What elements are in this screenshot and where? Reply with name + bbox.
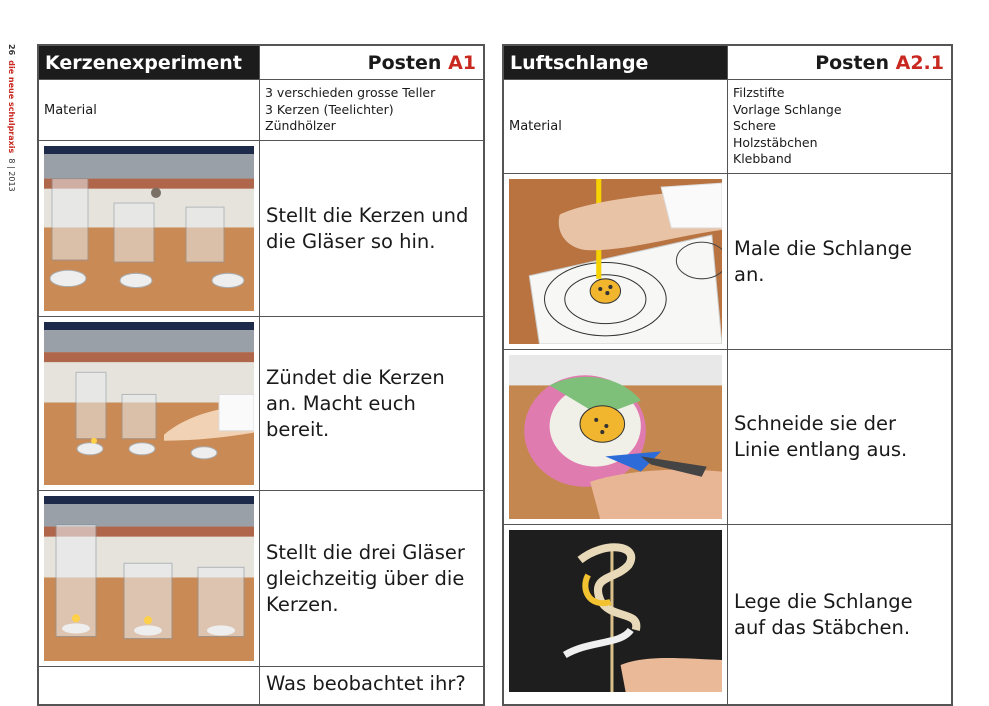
issue-number: 8 | 2013 [7,158,16,192]
material-item: Schere [733,118,776,134]
step-text: Schneide sie der Linie entlang aus. [728,350,952,525]
photo-glasses-over-image [44,496,254,661]
page-number: 26 [7,44,16,56]
material-list [260,80,484,141]
step-text: Zündet die Kerzen an. Macht euch bereit. [260,317,484,491]
photo-snake-stick-image [509,530,722,692]
card-title: Luftschlange [504,46,728,80]
card-kerzenexperiment [37,44,485,706]
material-item: Vorlage Schlange [733,101,842,117]
question-text: Was beobachtet ihr? [260,667,484,705]
step-text: Stellt die drei Gläser gleichzeitig über die Kerzen. [260,491,484,667]
step-text: Male die Schlange an. [728,174,952,350]
photo-glasses-image [44,146,254,311]
material-list [728,80,952,174]
material-item: Klebband [733,151,792,167]
material-label: Material [39,80,260,141]
magazine-name: die neue schulpraxis [7,60,16,154]
page-margin-label [6,44,16,244]
material-item: 3 verschieden grosse Teller [265,85,436,101]
material-item: Zündhölzer [265,118,336,134]
photo-glasses-setup [39,141,260,317]
photo-coloring-image [509,179,722,344]
card-luftschlange [502,44,953,706]
material-item: 3 Kerzen (Teelichter) [265,101,394,117]
photo-glasses-over-candles [39,491,260,667]
material-item: Holzstäbchen [733,134,818,150]
photo-cutting-snake [504,350,728,525]
posten-code: A2.1 [895,51,944,74]
photo-cutting-image [509,355,722,519]
photo-snake-on-stick [504,525,728,705]
step-text: Lege die Schlange auf das Stäbchen. [728,525,952,705]
step-text: Stellt die Kerzen und die Gläser so hin. [260,141,484,317]
posten-label: Posten A1 [260,46,484,80]
photo-lighting-image [44,322,254,485]
posten-label: Posten A2.1 [728,46,952,80]
photo-coloring-snake [504,174,728,350]
photo-lighting-candles [39,317,260,491]
material-label: Material [504,80,728,174]
posten-code: A1 [448,51,476,74]
material-item: Filzstifte [733,85,785,101]
card-title: Kerzenexperiment [39,46,260,80]
